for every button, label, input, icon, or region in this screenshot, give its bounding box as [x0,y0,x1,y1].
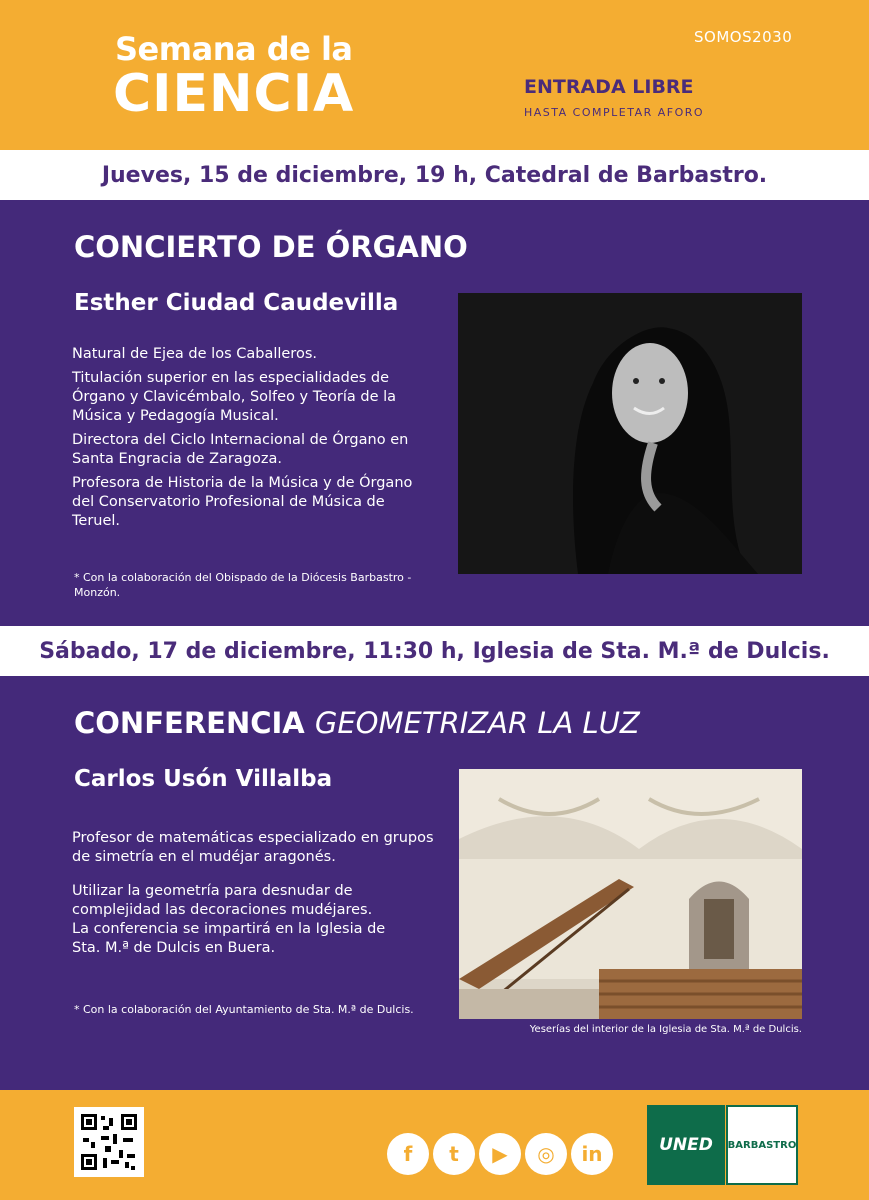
facebook-icon[interactable]: f [387,1133,429,1175]
somos-tag: SOMOS2030 [694,28,793,46]
event2-title-bold: CONFERENCIA [74,706,305,740]
brand-line2: CIENCIA [113,64,355,124]
event2-bio [72,829,442,963]
brand-line1: Semana de la [115,30,353,68]
church-image [459,769,802,1019]
bio-line: Titulación superior en las especialidades de Órgano y Clavicémbalo, Solfeo y Teoría de la Música y Pedagogía Musical. [72,370,397,424]
event2-title [74,706,640,740]
aforo-text: HASTA COMPLETAR AFORO [524,106,705,119]
footer [0,1090,869,1200]
event1-person: Esther Ciudad Caudevilla [74,290,399,316]
bio-line: Utilizar la geometría para desnudar de complejidad las decoraciones mudéjares. [72,883,373,918]
social-links [387,1133,613,1175]
youtube-icon[interactable]: ▶ [479,1133,521,1175]
event1-date: Jueves, 15 de diciembre, 19 h, Catedral de Barbastro. [0,150,869,200]
event1-bio [72,345,432,536]
entrada-libre: ENTRADA LIBRE [524,76,694,98]
event2-title-italic: GEOMETRIZAR LA LUZ [314,706,640,740]
uned-logo: UNED [647,1105,725,1185]
church-caption: Yeserías del interior de la Iglesia de Sta. M.ª de Dulcis. [529,1024,802,1035]
header [0,0,869,150]
event2-note: * Con la colaboración del Ayuntamiento de Sta. M.ª de Dulcis. [74,1003,414,1016]
bio-line: Natural de Ejea de los Caballeros. [72,346,317,362]
event1-note: * Con la colaboración del Obispado de la Diócesis Barbastro - Monzón. [74,571,412,599]
bio-line: Sta. M.ª de Dulcis en Buera. [72,940,276,956]
event1-panel [0,200,869,626]
bio-line: Directora del Ciclo Internacional de Órgano en Santa Engracia de Zaragoza. [72,432,409,467]
linkedin-icon[interactable]: in [571,1133,613,1175]
bio-line: La conferencia se impartirá en la Iglesia de [72,921,386,937]
event1-title: CONCIERTO DE ÓRGANO [74,230,468,264]
barbastro-logo: BARBASTRO [726,1105,798,1185]
event2-person: Carlos Usón Villalba [74,766,333,792]
event2-panel [0,676,869,1090]
instagram-icon[interactable]: ◎ [525,1133,567,1175]
bio-line: Profesor de matemáticas especializado en grupos de simetría en el mudéjar aragonés. [72,830,434,865]
qr-code-icon [79,1112,139,1172]
portrait-image [458,293,802,574]
church-photo [459,769,802,1019]
bio-line: Profesora de Historia de la Música y de Órgano del Conservatorio Profesional de Música de Teruel. [72,475,413,529]
qr-code[interactable] [74,1107,144,1177]
portrait-photo [458,293,802,574]
twitter-icon[interactable]: t [433,1133,475,1175]
event2-date: Sábado, 17 de diciembre, 11:30 h, Iglesia de Sta. M.ª de Dulcis. [0,626,869,676]
